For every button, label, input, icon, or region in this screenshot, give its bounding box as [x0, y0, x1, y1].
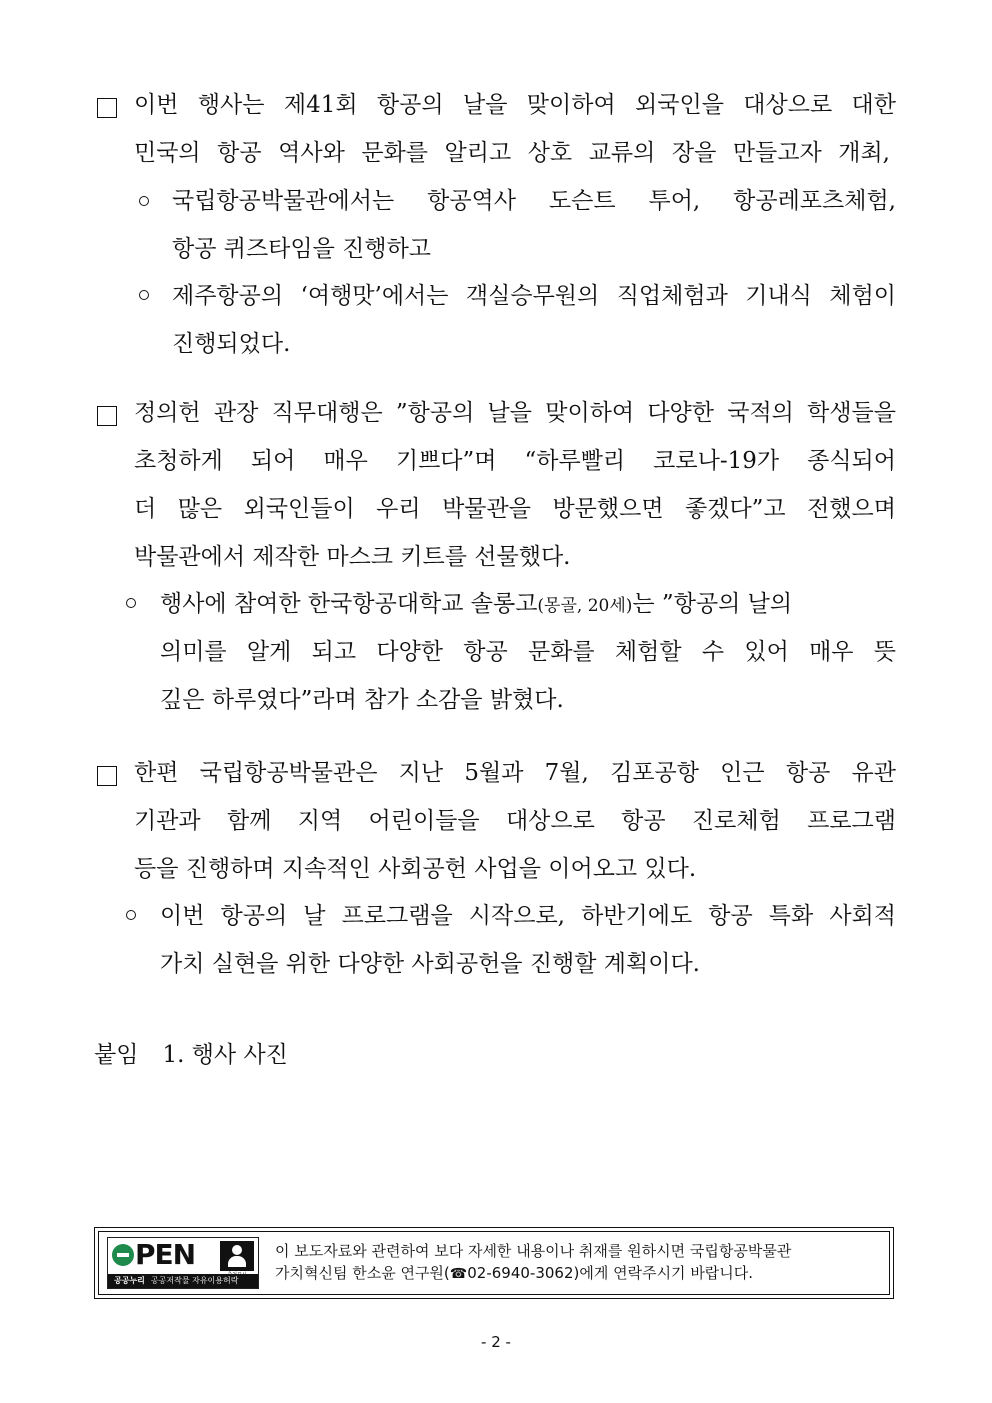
- open-logo-bar-main: 공공누리: [114, 1276, 145, 1285]
- page-number: - 2 -: [481, 1333, 511, 1351]
- contact-text: [275, 1240, 791, 1285]
- attachment-item: 1. 행사 사진: [162, 1042, 288, 1068]
- section-2-sub-1-line-1-pre: 행사에 참여한 한국항공대학교 솔롱고: [160, 591, 538, 617]
- contact-box: [94, 1227, 894, 1299]
- section-3-sub-1-bullet: [126, 910, 136, 920]
- section-3-checkbox: [97, 766, 117, 786]
- section-1-sub-2-line-2: 진행되었다.: [172, 331, 291, 357]
- contact-line-1: 이 보도자료와 관련하여 보다 자세한 내용이나 취재를 원하시면 국립항공박물관: [275, 1242, 792, 1260]
- section-2-sub-1-line-1-small: (몽골, 20세): [537, 596, 633, 616]
- section-3-sub-1-line-2: 가치 실현을 위한 다양한 사회공헌을 진행할 계획이다.: [160, 951, 700, 977]
- section-3-line-3: 등을 진행하며 지속적인 사회공헌 사업을 이어오고 있다.: [134, 856, 697, 882]
- section-3-line-2: 기관과 함께 지역 어린이들을 대상으로 항공 진로체험 프로그램: [134, 808, 896, 834]
- kogl-open-logo: [107, 1237, 259, 1289]
- section-2-sub-1-line-1-post: 는 ”항공의 날의: [632, 591, 793, 617]
- open-o-icon: [112, 1244, 134, 1266]
- section-2-sub-1-line-3: 깊은 하루였다”라며 참가 소감을 밝혔다.: [160, 687, 564, 713]
- section-1-checkbox: [97, 98, 117, 118]
- section-2-checkbox: [97, 406, 117, 426]
- contact-phone: 02-6940-3062: [467, 1264, 574, 1282]
- section-1-line-1: 이번 행사는 제41회 항공의 날을 맞이하여 외국인을 대상으로 대한: [134, 92, 896, 118]
- section-2-line-4: 박물관에서 제작한 마스크 키트를 선물했다.: [134, 544, 571, 570]
- section-1-line-2: 민국의 항공 역사와 문화를 알리고 상호 교류의 장을 만들고자 개최,: [134, 140, 890, 166]
- attachment-label: 붙임: [94, 1042, 139, 1068]
- section-2-sub-1-bullet: [126, 598, 136, 608]
- section-1-sub-1-bullet: [139, 196, 149, 206]
- section-3-sub-1-line-1: 이번 항공의 날 프로그램을 시작으로, 하반기에도 항공 특화 사회적: [160, 903, 896, 929]
- section-1-sub-2-bullet: [139, 290, 149, 300]
- section-1-sub-2-line-1: 제주항공의 ‘여행맛’에서는 객실승무원의 직업체험과 기내식 체험이: [172, 283, 896, 309]
- section-2-line-1: 정의헌 관장 직무대행은 ”항공의 날을 맞이하여 다양한 국적의 학생들을: [134, 400, 896, 426]
- attribution-person-icon: [220, 1241, 254, 1271]
- section-2-line-2: 초청하게 되어 매우 기쁘다”며 “하루빨리 코로나-19가 종식되어: [134, 448, 896, 474]
- section-1-sub-1-line-1: 국립항공박물관에서는 항공역사 도슨트 투어, 항공레포츠체험,: [172, 188, 896, 214]
- phone-icon: ☎: [449, 1266, 468, 1282]
- open-logo-bar-sub: 공공저작물 자유이용허락: [150, 1276, 239, 1285]
- open-logo-bar: [108, 1274, 258, 1288]
- section-2-sub-1-line-1: [160, 589, 896, 621]
- section-1-sub-1-line-2: 항공 퀴즈타임을 진행하고: [172, 236, 432, 262]
- section-2-line-3: 더 많은 외국인들이 우리 박물관을 방문했으면 좋겠다”고 전했으며: [134, 496, 896, 522]
- contact-line-2: 가치혁신팀 한소윤 연구원(☎02-6940-3062)에게 연락주시기 바랍니다.: [275, 1262, 791, 1285]
- open-logo-text: PEN: [112, 1240, 195, 1270]
- attachment: [94, 1040, 288, 1070]
- section-2-sub-1-line-2: 의미를 알게 되고 다양한 항공 문화를 체험할 수 있어 매우 뜻: [160, 639, 896, 665]
- section-3-line-1: 한편 국립항공박물관은 지난 5월과 7월, 김포공항 인근 항공 유관: [134, 760, 896, 786]
